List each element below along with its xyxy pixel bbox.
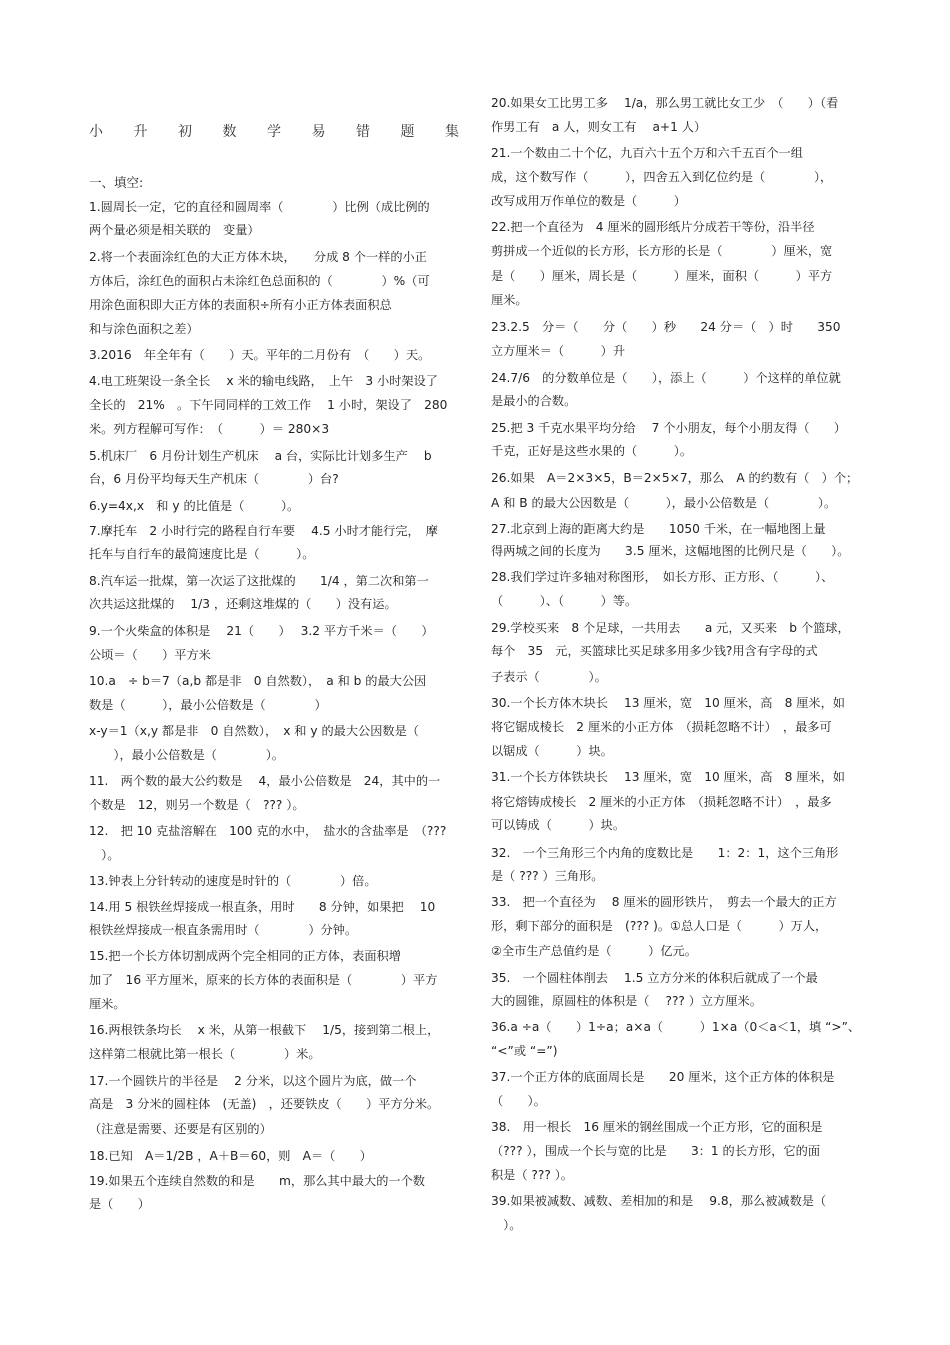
question-line: ）。 bbox=[491, 1218, 522, 1232]
question-line: 8.汽车运一批煤，第一次运了这批煤的 1/4 ，第二次和第一 bbox=[89, 574, 429, 588]
question-line: 形，剩下部分的面积是 (??? )。①总人口是（ ）万人， bbox=[491, 919, 828, 933]
question-line: 每个 35 元，买篮球比买足球多用多少钱?用含有字母的式 bbox=[491, 644, 818, 658]
question-line: 10.a ÷ b＝7（a,b 都是非 0 自然数）， a 和 b 的最大公因 bbox=[89, 674, 427, 688]
title-char: 错 bbox=[356, 124, 370, 140]
question-line: 5.机床厂 6 月份计划生产机床 a 台，实际比计划多生产 b bbox=[89, 449, 432, 463]
question-line: 大的圆锥，原圆柱的体积是（ ??? ）立方厘米。 bbox=[491, 994, 762, 1008]
question-line: 32. 一个三角形三个内角的度数比是 1：2：1，这个三角形 bbox=[491, 846, 839, 860]
question-line: 15.把一个长方体切割成两个完全相同的正方体，表面积增 bbox=[89, 949, 401, 963]
question-line: 得两城之间的长度为 3.5 厘米，这幅地图的比例尺是（ ）。 bbox=[491, 544, 850, 558]
question-line: 子表示（ ）。 bbox=[491, 670, 607, 684]
question-line: 2.将一个表面涂红色的大正方体木块， 分成 8 个一样的小正 bbox=[89, 250, 427, 264]
question-line: 36.a ÷a（ ）1÷a；a×a（ ）1×a（0＜a＜1，填 “>”、 bbox=[491, 1020, 861, 1034]
question-line: 是（ ）厘米，周长是（ ）厘米，面积（ ）平方 bbox=[491, 269, 833, 283]
question-line: 14.用 5 根铁丝焊接成一根直条，用时 8 分钟，如果把 10 bbox=[89, 900, 436, 914]
question-line: 这样第二根就比第一根长（ ）米。 bbox=[89, 1047, 321, 1061]
question-line: 3.2016 年全年有（ ）天。平年的二月份有 （ ）天。 bbox=[89, 348, 431, 362]
title-char: 学 bbox=[267, 124, 281, 140]
question-line: 4.电工班架设一条全长 x 米的输电线路， 上午 3 小时架设了 bbox=[89, 374, 438, 388]
title-char: 题 bbox=[400, 124, 415, 140]
question-line: 28.我们学过许多轴对称图形， 如长方形、正方形、（ ）、 bbox=[491, 570, 834, 584]
question-line: 立方厘米＝（ ）升 bbox=[491, 344, 626, 358]
question-line: 方体后，涂红色的面积占未涂红色总面积的（ ）%（可 bbox=[89, 274, 430, 288]
question-line: 改写成用万作单位的数是（ ） bbox=[491, 194, 686, 208]
question-line: ）。 bbox=[89, 848, 120, 862]
question-line: 积是（ ??? ）。 bbox=[491, 1168, 573, 1182]
question-line: 23.2.5 分＝（ 分（ ）秒 24 分＝（ ）时 350 bbox=[491, 320, 841, 334]
question-line: 7.摩托车 2 小时行完的路程自行车要 4.5 小时才能行完， 摩 bbox=[89, 524, 438, 538]
question-line: 次共运这批煤的 1/3 ，还剩这堆煤的（ ）没有运。 bbox=[89, 597, 397, 611]
question-line: 千克，正好是这些水果的（ ）。 bbox=[491, 444, 693, 458]
question-line: 厘米。 bbox=[89, 997, 126, 1011]
question-line: 24.7/6 的分数单位是（ ），添上（ ）个这样的单位就 bbox=[491, 371, 841, 385]
question-line: 厘米。 bbox=[491, 293, 528, 307]
question-line: 30.一个长方体木块长 13 厘米，宽 10 厘米，高 8 厘米，如 bbox=[491, 696, 845, 710]
question-line: 个数是 12，则另一个数是（ ??? ）。 bbox=[89, 798, 305, 812]
question-line: ②全市生产总值约是（ ）亿元。 bbox=[491, 944, 697, 958]
question-line: 高是 3 分米的圆柱体 (无盖) ，还要铁皮（ ）平方分米。 bbox=[89, 1097, 440, 1111]
question-line: 将它熔铸成棱长 2 厘米的小正方体 （损耗忽略不计） ，最多 bbox=[491, 795, 832, 809]
question-line: 11. 两个数的最大公约数是 4，最小公倍数是 24，其中的一 bbox=[89, 774, 441, 788]
question-line: 20.如果女工比男工多 1/a，那么男工就比女工少 （ ）（看 bbox=[491, 96, 839, 110]
question-line: 39.如果被减数、减数、差相加的和是 9.8，那么被减数是（ bbox=[491, 1194, 827, 1208]
question-line: 25.把 3 千克水果平均分给 7 个小朋友，每个小朋友得（ ） bbox=[491, 421, 847, 435]
question-line: 12. 把 10 克盐溶解在 100 克的水中， 盐水的含盐率是 （??? bbox=[89, 824, 447, 838]
question-line: 托车与自行车的最简速度比是（ ）。 bbox=[89, 547, 315, 561]
title-char: 初 bbox=[178, 124, 192, 140]
question-line: 29.学校买来 8 个足球，一共用去 a 元，又买来 b 个篮球， bbox=[491, 621, 850, 635]
question-line: 台，6 月份平均每天生产机床（ ）台? bbox=[89, 472, 339, 486]
question-line: A 和 B 的最大公因数是（ ），最小公倍数是（ ）。 bbox=[491, 496, 837, 510]
question-line: 作男工有 a 人，则女工有 a+1 人） bbox=[491, 120, 707, 134]
question-line: 18.已知 A＝1/2B ，A＋B＝60，则 A＝（ ） bbox=[89, 1149, 372, 1163]
question-line: 17.一个圆铁片的半径是 2 分米，以这个圆片为底，做一个 bbox=[89, 1074, 417, 1088]
question-line: 27.北京到上海的距离大约是 1050 千米，在一幅地图上量 bbox=[491, 522, 826, 536]
question-line: 19.如果五个连续自然数的和是 m，那么其中最大的一个数 bbox=[89, 1174, 425, 1188]
question-line: 9.一个火柴盒的体积是 21（ ） 3.2 平方千米＝（ ） bbox=[89, 624, 434, 638]
question-line: 成，这个数写作（ ），四舍五入到亿位约是（ ）， bbox=[491, 170, 833, 184]
question-line: 6.y=4x,x 和 y 的比值是（ ）。 bbox=[89, 499, 300, 513]
question-line: 将它锯成棱长 2 厘米的小正方体 （损耗忽略不计） ，最多可 bbox=[491, 720, 832, 734]
question-line: ），最小公倍数是（ ）。 bbox=[89, 748, 284, 762]
question-line: 可以铸成（ ）块。 bbox=[491, 818, 626, 832]
question-line: 31.一个长方体铁块长 13 厘米，宽 10 厘米，高 8 厘米，如 bbox=[491, 770, 845, 784]
question-line: 数是（ ），最小公倍数是（ ） bbox=[89, 698, 327, 712]
question-line: 38. 用一根长 16 厘米的钢丝围成一个正方形，它的面积是 bbox=[491, 1120, 823, 1134]
question-line: 35. 一个圆柱体削去 1.5 立方分米的体积后就成了一个最 bbox=[491, 971, 818, 985]
question-line: 是（ ） bbox=[89, 1197, 150, 1211]
question-line: 33. 把一个直径为 8 厘米的圆形铁片， 剪去一个最大的正方 bbox=[491, 895, 837, 909]
title-char: 易 bbox=[311, 124, 326, 140]
question-line: 用涂色面积即大正方体的表面积÷所有小正方体表面积总 bbox=[89, 298, 392, 312]
title-char: 集 bbox=[445, 124, 459, 140]
question-line: 37.一个正方体的底面周长是 20 厘米，这个正方体的体积是 bbox=[491, 1070, 835, 1084]
question-line: （ ）。 bbox=[491, 1094, 546, 1108]
question-line: （ ）、（ ）等。 bbox=[491, 594, 638, 608]
question-line: 1.圆周长一定，它的直径和圆周率（ ）比例（成比例的 bbox=[89, 200, 430, 214]
question-line: 米。列方程解可写作： （ ）＝ 280×3 bbox=[89, 422, 330, 436]
question-line: 是最小的合数。 bbox=[491, 394, 577, 408]
question-line: 两个量必须是相关联的 变量） bbox=[89, 223, 260, 237]
question-line: 13.钟表上分针转动的速度是时针的（ ）倍。 bbox=[89, 874, 377, 888]
question-line: 根铁丝焊接成一根直条需用时（ ）分钟。 bbox=[89, 923, 358, 937]
question-line: 16.两根铁条均长 x 米，从第一根截下 1/5，接到第二根上， bbox=[89, 1023, 440, 1037]
question-line: 公顷＝（ ）平方米 bbox=[89, 648, 211, 662]
question-line: 26.如果 A＝2×3×5，B＝2×5×7，那么 A 的约数有（ ）个； bbox=[491, 471, 859, 485]
question-line: “<”或 “=”) bbox=[491, 1044, 558, 1058]
question-line: 以锯成（ ）块。 bbox=[491, 744, 613, 758]
question-line: （注意是需要、还要是有区别的） bbox=[89, 1122, 272, 1136]
title-char: 升 bbox=[133, 124, 148, 140]
section-heading-fill-in: 一、填空: bbox=[89, 175, 144, 190]
question-line: 剪拼成一个近似的长方形，长方形的长是（ ）厘米，宽 bbox=[491, 244, 833, 258]
question-line: （??? ），围成一个长与宽的比是 3：1 的长方形，它的面 bbox=[491, 1144, 821, 1158]
question-line: 全长的 21% 。下午同同样的工效工作 1 小时，架设了 280 bbox=[89, 398, 448, 412]
question-line: x-y＝1（x,y 都是非 0 自然数）， x 和 y 的最大公因数是（ bbox=[89, 724, 419, 738]
question-line: 和与涂色面积之差） bbox=[89, 322, 199, 336]
title-char: 数 bbox=[222, 124, 237, 140]
question-line: 是（ ??? ）三角形。 bbox=[491, 869, 604, 883]
title-char: 小 bbox=[89, 124, 103, 140]
question-line: 加了 16 平方厘米，原来的长方体的表面积是（ ）平方 bbox=[89, 973, 438, 987]
page-title bbox=[89, 121, 459, 141]
question-line: 21.一个数由二十个亿，九百六十五个万和六千五百个一组 bbox=[491, 146, 803, 160]
question-line: 22.把一个直径为 4 厘米的圆形纸片分成若干等份，沿半径 bbox=[491, 220, 815, 234]
